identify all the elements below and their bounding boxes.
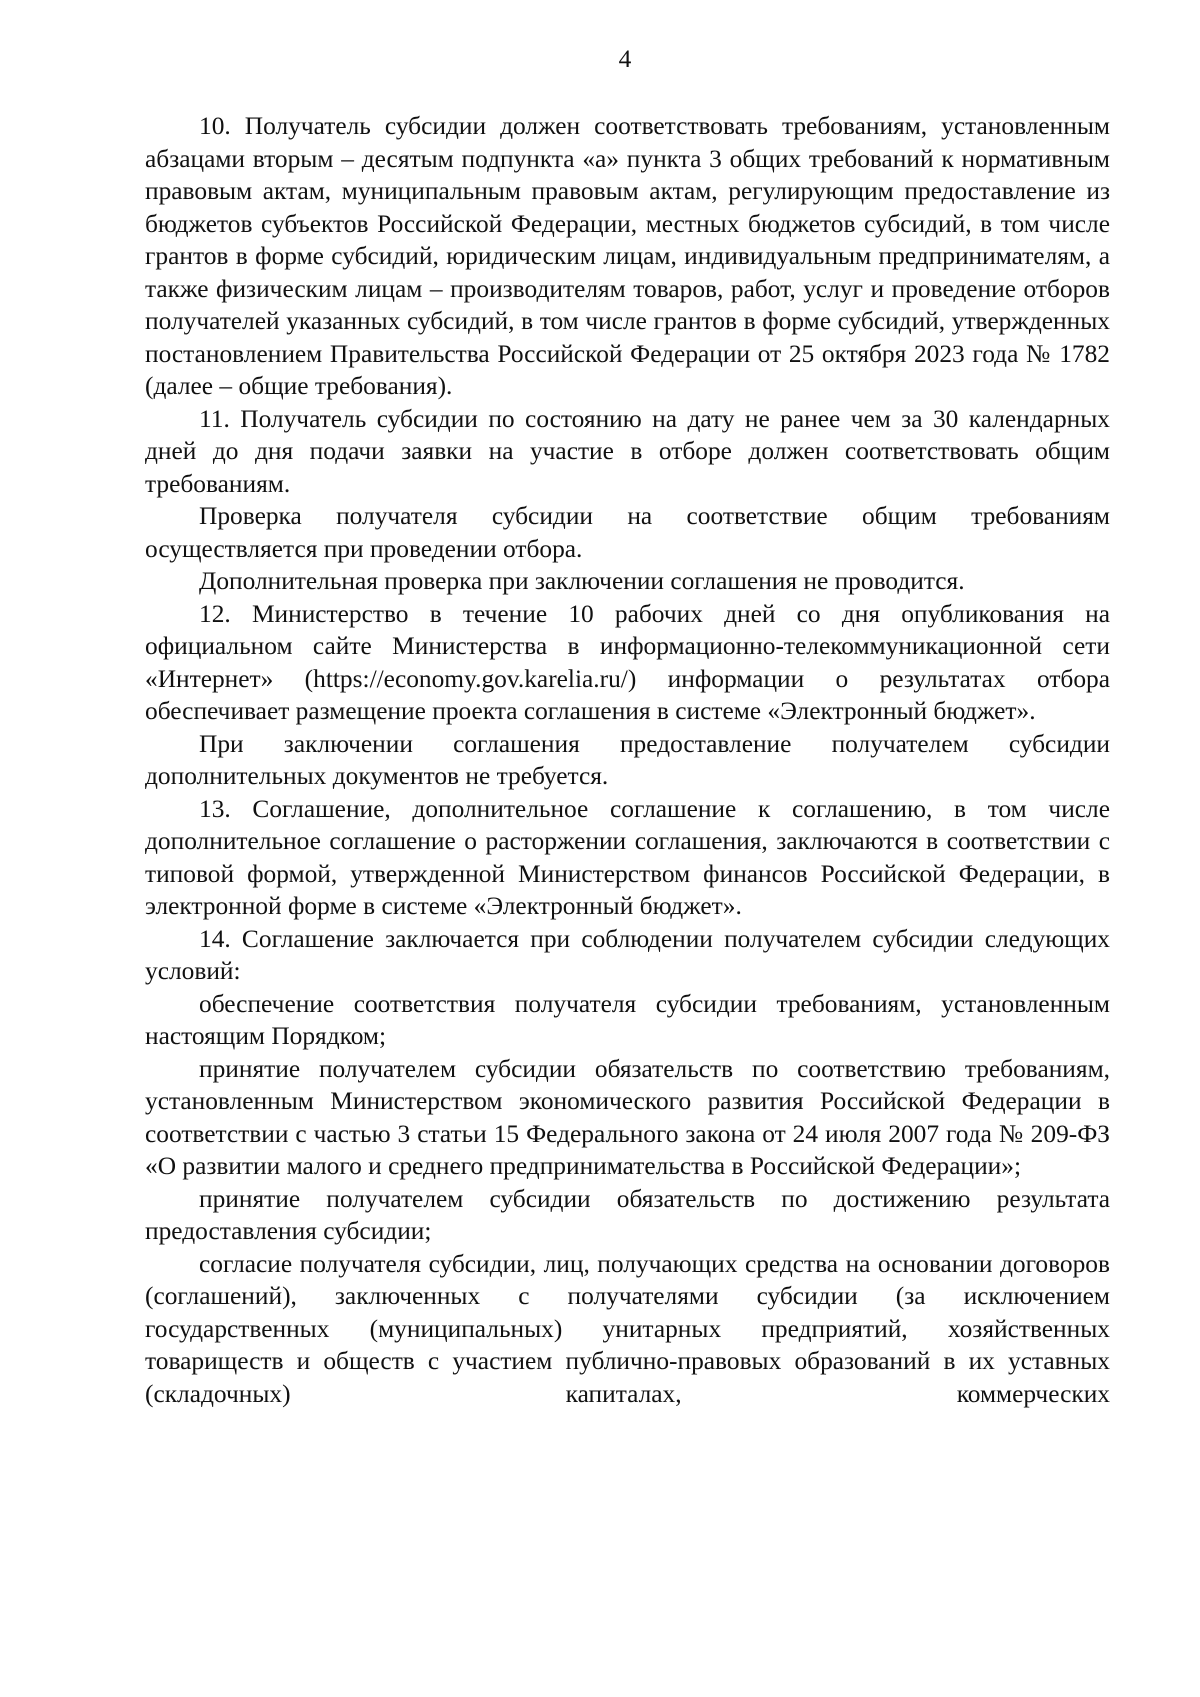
paragraph-12: 12. Министерство в течение 10 рабочих дней со дня опубликования на официальном сайте Министерства в информационно-телекоммуникационной сети «Интернет» (https://economy.gov.karelia.ru/) информации о результатах отбора обеспечивает размещение проекта соглашения в системе «Электронный бюджет». [145, 599, 1110, 725]
paragraph-10: 10. Получатель субсидии должен соответствовать требованиям, установленным абзацами вторым – десятым подпункта «а» пункта 3 общих требований к нормативным правовым актам, муниципальным правовым актам, регулирующим предоставление из бюджетов субъектов Российской Федерации, местных бюджетов субсидий, в том числе грантов в форме субсидий, юридическим лицам, индивидуальным предпринимателям, а также физическим лицам – производителям товаров, работ, услуг и проведение отборов получателей указанных субсидий, в том числе грантов в форме субсидий, утвержденных постановлением Правительства Российской Федерации от 25 октября 2023 года № 1782 (далее – общие требования). [145, 112, 1110, 400]
paragraph-verification: Проверка получателя субсидии на соответствие общим требованиям осуществляется при проведении отбора. [145, 502, 1110, 563]
paragraph-13: 13. Соглашение, дополнительное соглашение к соглашению, в том числе дополнительное соглашение о расторжении соглашения, заключаются в соответствии с типовой формой, утвержденной Министерством финансов Российской Федерации, в электронной форме в системе «Электронный бюджет». [145, 794, 1110, 920]
paragraph-11: 11. Получатель субсидии по состоянию на дату не ранее чем за 30 календарных дней до дня подачи заявки на участие в отборе должен соответствовать общим требованиям. [145, 404, 1110, 498]
page-number: 4 [618, 45, 632, 73]
document-body [145, 110, 1110, 1410]
condition-consent: согласие получателя субсидии, лиц, получающих средства на основании договоров (соглашений), заключенных с получателями субсидии (за исключением государственных (муниципальных) унитарных предприятий, хозяйственных товариществ и обществ с участием публично-правовых образований в их уставных (складочных) капиталах, коммерческих [145, 1249, 1110, 1408]
paragraph-no-extra-docs: При заключении соглашения предоставление получателем субсидии дополнительных документов не требуется. [145, 729, 1110, 790]
condition-obligations-result: принятие получателем субсидии обязательств по достижению результата предоставления субсидии; [145, 1184, 1110, 1245]
condition-compliance: обеспечение соответствия получателя субсидии требованиям, установленным настоящим Порядком; [145, 989, 1110, 1050]
paragraph-14: 14. Соглашение заключается при соблюдении получателем субсидии следующих условий: [145, 924, 1110, 985]
paragraph-no-extra-check: Дополнительная проверка при заключении соглашения не проводится. [199, 567, 965, 595]
condition-obligations-requirements: принятие получателем субсидии обязательств по соответствию требованиям, установленным Министерством экономического развития Российской Федерации в соответствии с частью 3 статьи 15 Федерального закона от 24 июля 2007 года № 209-ФЗ «О развитии малого и среднего предпринимательства в Российской Федерации»; [145, 1054, 1110, 1180]
